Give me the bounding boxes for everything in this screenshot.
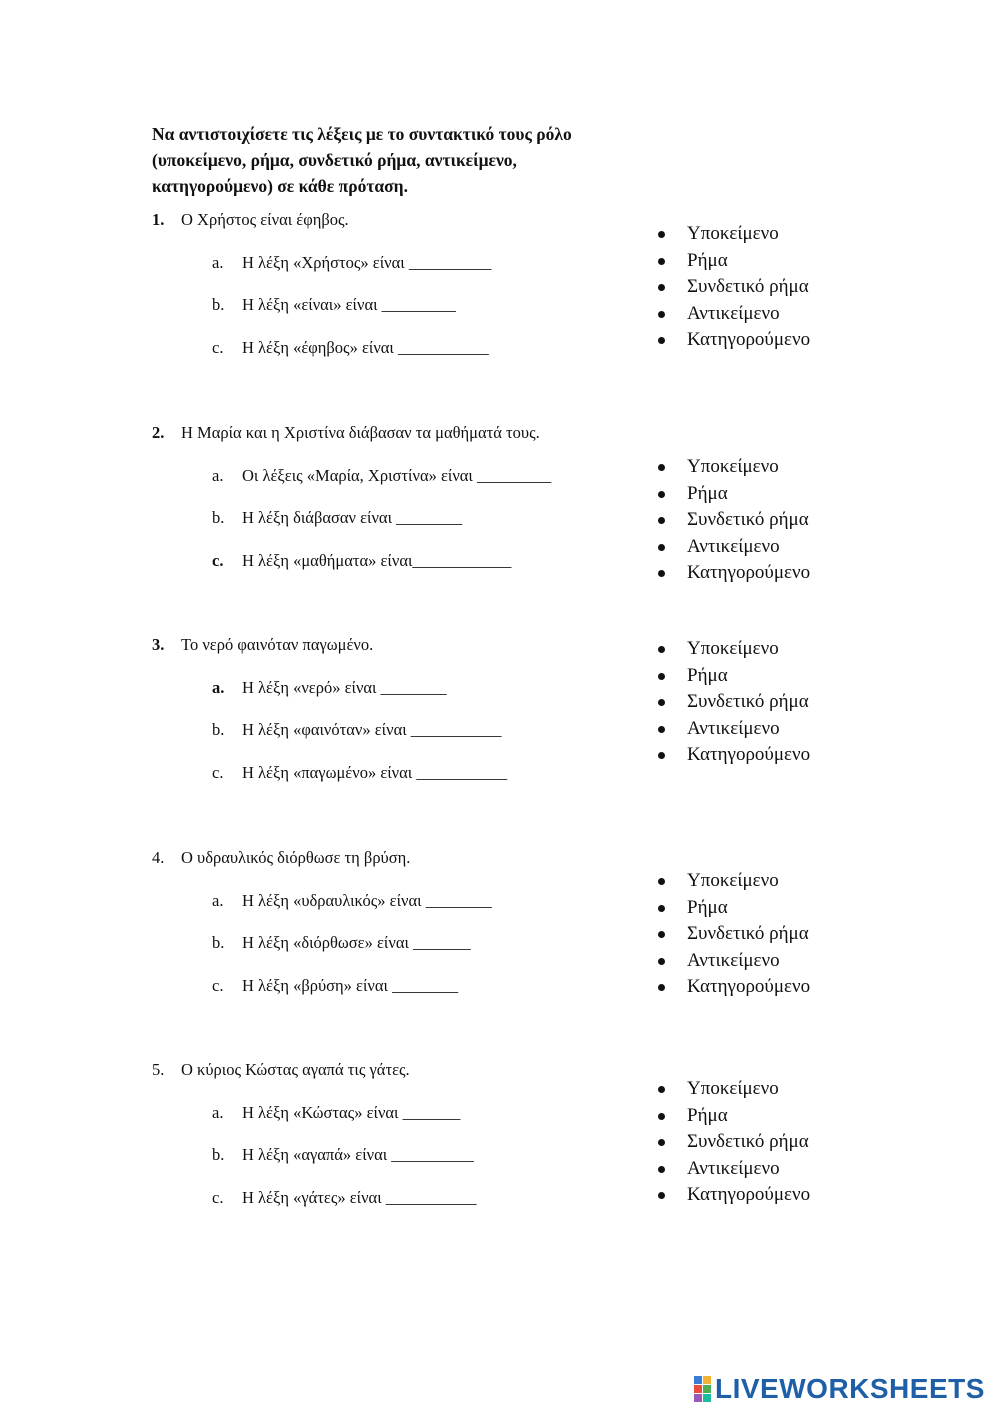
- logo-text: LIVEWORKSHEETS: [715, 1373, 985, 1404]
- item-text: Η λέξη «υδραυλικός» είναι ________: [242, 890, 492, 910]
- answer-item[interactable]: [152, 466, 632, 486]
- bullet-icon: [658, 1086, 665, 1093]
- item-letter: a.: [212, 1102, 224, 1122]
- item-text: Η λέξη «Χρήστος» είναι __________: [242, 252, 492, 272]
- option-item: Κατηγορούμενο: [655, 742, 810, 769]
- option-item: Συνδετικό ρήμα: [655, 921, 810, 948]
- question-2: [152, 423, 632, 571]
- options-list-2: [655, 454, 810, 587]
- bullet-icon: [658, 726, 665, 733]
- bullet-icon: [658, 284, 665, 291]
- answer-item[interactable]: [152, 253, 632, 273]
- item-letter: c.: [212, 550, 224, 570]
- bullet-icon: [658, 1139, 665, 1146]
- option-item: Κατηγορούμενο: [655, 1182, 810, 1209]
- question-sentence: [152, 423, 632, 443]
- bullet-icon: [658, 337, 665, 344]
- bullet-icon: [658, 1192, 665, 1199]
- liveworksheets-logo[interactable]: [694, 1375, 985, 1403]
- item-letter: a.: [212, 677, 225, 697]
- item-text: Η λέξη «παγωμένο» είναι ___________: [242, 762, 508, 782]
- answer-item[interactable]: [152, 933, 632, 953]
- bullet-icon: [658, 752, 665, 759]
- options-list-3: [655, 636, 810, 769]
- answer-item[interactable]: [152, 551, 632, 571]
- option-item: Συνδετικό ρήμα: [655, 507, 810, 534]
- bullet-icon: [658, 231, 665, 238]
- item-letter: c.: [212, 975, 224, 995]
- option-item: Κατηγορούμενο: [655, 974, 810, 1001]
- options-list-4: [655, 868, 810, 1001]
- option-item: Υποκείμενο: [655, 221, 810, 248]
- bullet-icon: [658, 673, 665, 680]
- option-item: Ρήμα: [655, 663, 810, 690]
- option-item: Αντικείμενο: [655, 1156, 810, 1183]
- item-letter: a.: [212, 465, 224, 485]
- item-text: Η λέξη «γάτες» είναι ___________: [242, 1187, 477, 1207]
- option-item: Ρήμα: [655, 481, 810, 508]
- answer-item[interactable]: [152, 1103, 632, 1123]
- question-sentence: [152, 848, 632, 868]
- answer-item[interactable]: [152, 976, 632, 996]
- option-item: Υποκείμενο: [655, 868, 810, 895]
- question-number: 3.: [152, 635, 165, 654]
- bullet-icon: [658, 258, 665, 265]
- logo-tile: [694, 1394, 702, 1402]
- option-item: Υποκείμενο: [655, 1076, 810, 1103]
- item-text: Η λέξη «έφηβος» είναι ___________: [242, 337, 489, 357]
- item-text: Η λέξη «είναι» είναι _________: [242, 295, 456, 314]
- answer-item[interactable]: [152, 763, 632, 783]
- bullet-icon: [658, 491, 665, 498]
- option-item: Ρήμα: [655, 895, 810, 922]
- item-text: Η λέξη «αγαπά» είναι __________: [242, 1145, 474, 1164]
- item-letter: b.: [212, 295, 225, 314]
- item-text: Η λέξη «διόρθωσε» είναι _______: [242, 933, 471, 952]
- bullet-icon: [658, 1166, 665, 1173]
- bullet-icon: [658, 464, 665, 471]
- question-3: [152, 635, 632, 783]
- item-letter: c.: [212, 1187, 224, 1207]
- bullet-icon: [658, 931, 665, 938]
- question-number: 5.: [152, 1060, 165, 1079]
- answer-item[interactable]: [152, 508, 632, 528]
- option-item: Κατηγορούμενο: [655, 327, 810, 354]
- question-sentence: [152, 210, 632, 230]
- option-item: Ρήμα: [655, 1103, 810, 1130]
- answer-item[interactable]: [152, 720, 632, 740]
- option-item: Υποκείμενο: [655, 454, 810, 481]
- logo-tile: [694, 1376, 702, 1384]
- option-item: Υποκείμενο: [655, 636, 810, 663]
- item-text: Η λέξη «Κώστας» είναι _______: [242, 1102, 461, 1122]
- instructions-title: Να αντιστοιχίσετε τις λέξεις με το συντακτικό τους ρόλο (υποκείμενο, ρήμα, συνδετικό ρήμα, αντικείμενο, κατηγορούμενο) σε κάθε πρόταση.: [152, 124, 572, 196]
- question-number: 2.: [152, 423, 165, 442]
- answer-item[interactable]: [152, 1145, 632, 1165]
- option-item: Συνδετικό ρήμα: [655, 274, 810, 301]
- option-item: Αντικείμενο: [655, 301, 810, 328]
- bullet-icon: [658, 878, 665, 885]
- question-number: 1.: [152, 210, 165, 229]
- item-letter: b.: [212, 720, 225, 739]
- bullet-icon: [658, 517, 665, 524]
- option-item: Αντικείμενο: [655, 716, 810, 743]
- liveworksheets-logo-icon: [694, 1376, 711, 1402]
- option-item: Αντικείμενο: [655, 948, 810, 975]
- answer-item[interactable]: [152, 1188, 632, 1208]
- item-text: Η λέξη διάβασαν είναι ________: [242, 508, 463, 527]
- bullet-icon: [658, 311, 665, 318]
- item-letter: c.: [212, 762, 224, 782]
- sentence-text: Ο υδραυλικός διόρθωσε τη βρύση.: [181, 848, 411, 867]
- question-sentence: [152, 635, 632, 655]
- option-item: Κατηγορούμενο: [655, 560, 810, 587]
- item-letter: a.: [212, 890, 224, 910]
- item-letter: c.: [212, 337, 224, 357]
- bullet-icon: [658, 544, 665, 551]
- item-letter: b.: [212, 933, 225, 952]
- option-item: Αντικείμενο: [655, 534, 810, 561]
- sentence-text: Η Μαρία και η Χριστίνα διάβασαν τα μαθήματά τους.: [181, 423, 540, 442]
- bullet-icon: [658, 699, 665, 706]
- bullet-icon: [658, 570, 665, 577]
- answer-item[interactable]: [152, 295, 632, 315]
- question-4: [152, 848, 632, 996]
- options-list-5: [655, 1076, 810, 1209]
- question-5: [152, 1060, 632, 1208]
- logo-tile: [703, 1385, 711, 1393]
- item-text: Η λέξη «νερό» είναι ________: [242, 677, 447, 697]
- option-item: Συνδετικό ρήμα: [655, 689, 810, 716]
- logo-tile: [703, 1394, 711, 1402]
- item-letter: b.: [212, 1145, 225, 1164]
- question-1: [152, 210, 632, 358]
- options-list-1: [655, 221, 810, 354]
- answer-item[interactable]: [152, 678, 632, 698]
- bullet-icon: [658, 958, 665, 965]
- item-letter: a.: [212, 252, 224, 272]
- bullet-icon: [658, 646, 665, 653]
- bullet-icon: [658, 905, 665, 912]
- item-text: Η λέξη «βρύση» είναι ________: [242, 975, 459, 995]
- option-item: Ρήμα: [655, 248, 810, 275]
- logo-tile: [694, 1385, 702, 1393]
- item-text: Οι λέξεις «Μαρία, Χριστίνα» είναι _________: [242, 465, 552, 485]
- item-letter: b.: [212, 508, 225, 527]
- answer-item[interactable]: [152, 891, 632, 911]
- sentence-text: Ο Χρήστος είναι έφηβος.: [181, 210, 349, 229]
- question-sentence: [152, 1060, 632, 1080]
- answer-item[interactable]: [152, 338, 632, 358]
- option-item: Συνδετικό ρήμα: [655, 1129, 810, 1156]
- bullet-icon: [658, 1113, 665, 1120]
- question-number: 4.: [152, 848, 165, 867]
- sentence-text: Το νερό φαινόταν παγωμένο.: [181, 635, 374, 654]
- sentence-text: Ο κύριος Κώστας αγαπά τις γάτες.: [181, 1060, 410, 1079]
- item-text: Η λέξη «μαθήματα» είναι____________: [242, 550, 512, 570]
- bullet-icon: [658, 984, 665, 991]
- item-text: Η λέξη «φαινόταν» είναι ___________: [242, 720, 502, 739]
- logo-tile: [703, 1376, 711, 1384]
